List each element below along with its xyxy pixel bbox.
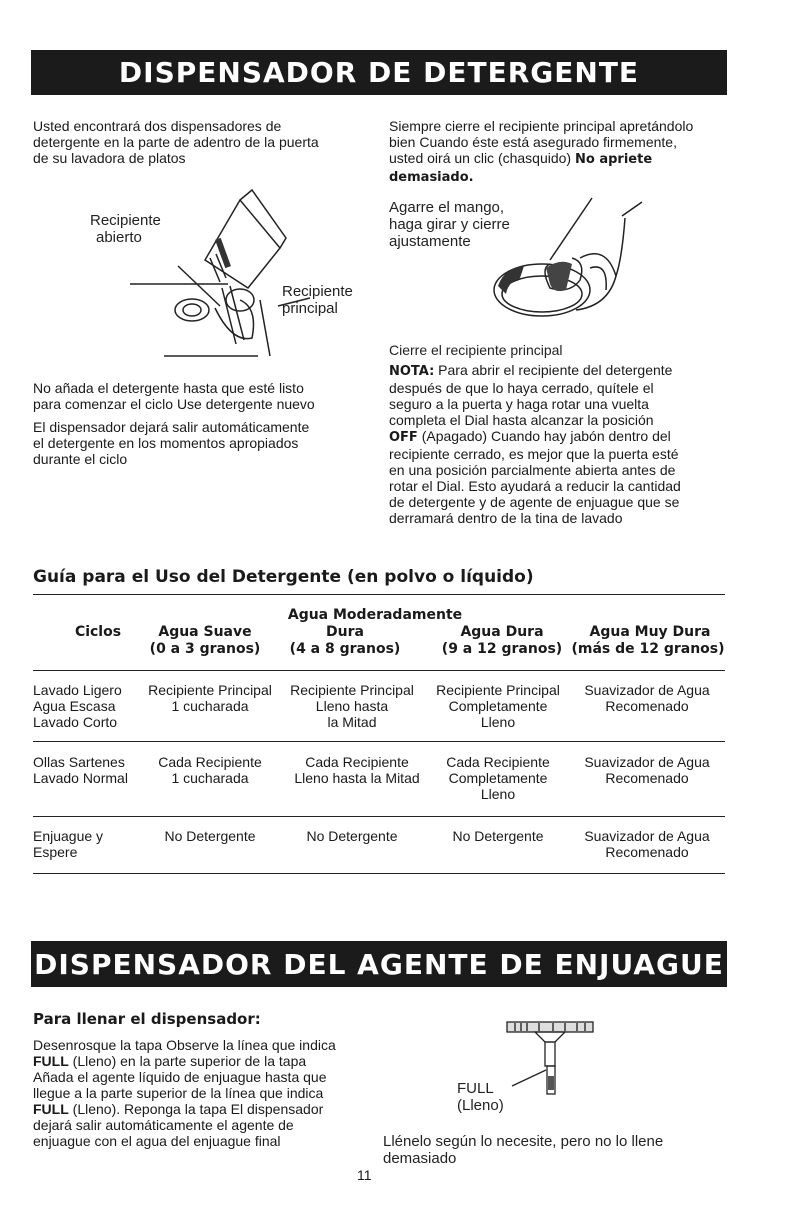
cell-line: la Mitad bbox=[327, 714, 377, 730]
cell-line: Recipiente Principal bbox=[148, 682, 272, 698]
cell-line: Suavizador de Agua bbox=[584, 828, 710, 844]
table-row-2-moderate bbox=[282, 754, 432, 786]
cell-line: Lavado Ligero bbox=[33, 682, 122, 698]
note-label: NOTA: bbox=[389, 364, 435, 379]
fig2-caption: Cierre el recipiente principal bbox=[389, 342, 563, 358]
note-line: derramará dentro de la tina de lavado bbox=[389, 510, 623, 526]
intro-line: detergente en la parte de adentro de la puerta bbox=[33, 134, 319, 150]
table-row-3-hard bbox=[428, 828, 568, 844]
header-moderate-top: Agua Moderadamente bbox=[287, 607, 463, 623]
table-row-2-very-hard bbox=[574, 754, 720, 786]
fig1-label-line: principal bbox=[282, 300, 338, 317]
header-soft-range: (0 a 3 granos) bbox=[149, 641, 261, 657]
note-line: en una posición parcialmente abierta antes de bbox=[389, 462, 676, 478]
rinse-caption bbox=[383, 1133, 663, 1167]
cell-line: Recomenado bbox=[605, 844, 689, 860]
table-row-1-very-hard bbox=[574, 682, 720, 714]
header-cycles: Ciclos bbox=[74, 624, 122, 640]
cell-line: Cada Recipiente bbox=[158, 754, 262, 770]
cell-line: Enjuague y bbox=[33, 828, 104, 844]
rinse-line: dejará salir automáticamente el agente de bbox=[33, 1117, 294, 1133]
close-line-text: usted oirá un clic (chasquido) bbox=[389, 150, 572, 166]
close-line: Siempre cierre el recipiente principal apretándolo bbox=[389, 118, 694, 134]
cell-line: Lleno bbox=[480, 786, 516, 802]
cell-line: Recipiente Principal bbox=[436, 682, 560, 698]
detergent-banner bbox=[31, 50, 727, 95]
cell-line: Recomenado bbox=[605, 770, 689, 786]
table-row-1-soft bbox=[140, 682, 280, 714]
cell-line: Lleno hasta la Mitad bbox=[294, 770, 420, 786]
rinse-line: enjuague con el agua del enjuague final bbox=[33, 1133, 281, 1149]
cell-line: Completamente bbox=[448, 770, 548, 786]
rinse-fig-label-line: FULL bbox=[457, 1080, 494, 1097]
fig1-label-line: abierto bbox=[96, 229, 142, 246]
rinse-caption-line: demasiado bbox=[383, 1150, 457, 1167]
table-row-3-moderate bbox=[282, 828, 422, 844]
cell-line: Lleno hasta bbox=[315, 698, 389, 714]
table-bottom-rule bbox=[33, 873, 725, 874]
fig2-label-line: Agarre el mango, bbox=[389, 199, 505, 216]
cell-line: Suavizador de Agua bbox=[584, 754, 710, 770]
note-text: (Apagado) Cuando hay jabón dentro del bbox=[417, 428, 671, 444]
cell-line: Agua Escasa bbox=[33, 698, 116, 714]
header-rule bbox=[33, 670, 725, 671]
rinse-line-text: (Lleno). Reponga la tapa El dispensador bbox=[68, 1101, 324, 1117]
table-row-3-very-hard bbox=[574, 828, 720, 860]
cell-line: No Detergente bbox=[452, 828, 544, 844]
table-row-3-soft bbox=[140, 828, 280, 844]
cell-line: Lleno bbox=[480, 714, 516, 730]
cell-line: No Detergente bbox=[306, 828, 398, 844]
guide-title: Guía para el Uso del Detergente (en polvo o líquido) bbox=[33, 567, 534, 587]
table-row-2-hard bbox=[428, 754, 568, 802]
left-para2-line: El dispensador dejará salir automáticamente bbox=[33, 419, 310, 435]
detergent-left-text bbox=[33, 380, 363, 467]
header-hard: Agua Dura bbox=[460, 624, 544, 640]
fig2-label-line: haga girar y cierre bbox=[389, 216, 510, 233]
cell-line: 1 cucharada bbox=[171, 698, 249, 714]
detergent-note bbox=[389, 362, 734, 526]
cell-line: Completamente bbox=[448, 698, 548, 714]
note-text: Para abrir el recipiente del detergente bbox=[434, 362, 673, 378]
detergent-banner-title: DISPENSADOR DE DETERGENTE bbox=[118, 56, 640, 89]
open-dispenser-illustration bbox=[140, 188, 310, 360]
header-moderate-range: (4 a 8 granos) bbox=[289, 641, 401, 657]
note-line: después de que lo haya cerrado, quítele el bbox=[389, 380, 654, 396]
rinse-instructions bbox=[33, 1037, 378, 1149]
left-para1-line: para comenzar el ciclo Use detergente nuevo bbox=[33, 396, 315, 412]
rinse-banner bbox=[31, 941, 727, 987]
header-hard-range: (9 a 12 granos) bbox=[441, 641, 563, 657]
rinse-subtitle: Para llenar el dispensador: bbox=[33, 1010, 261, 1028]
detergent-intro bbox=[33, 118, 353, 166]
note-line: completa el Dial hasta alcanzar la posición bbox=[389, 412, 654, 428]
fig1-label-line: Recipiente bbox=[90, 212, 161, 229]
left-para1-line: No añada el detergente hasta que esté listo bbox=[33, 380, 304, 396]
close-line bbox=[389, 168, 739, 186]
cell-line: Cada Recipiente bbox=[305, 754, 409, 770]
note-line: de detergente y de agente de enjuague que se bbox=[389, 494, 680, 510]
page-number: 11 bbox=[357, 1167, 372, 1183]
rinse-line bbox=[33, 1101, 378, 1117]
table-row-3-cycle bbox=[33, 828, 103, 860]
guide-title-rule bbox=[33, 594, 725, 595]
full-line-pointer bbox=[510, 1066, 550, 1088]
table-row-1-cycle bbox=[33, 682, 122, 730]
table-row-2-soft bbox=[140, 754, 280, 786]
intro-line: de su lavadora de platos bbox=[33, 150, 186, 166]
fig2-label-line: ajustamente bbox=[389, 233, 471, 250]
note-off: OFF bbox=[389, 430, 418, 445]
close-dispenser-illustration bbox=[480, 198, 660, 328]
note-line: seguro a la puerta y haga rotar una vuelta bbox=[389, 396, 649, 412]
close-warning: demasiado. bbox=[389, 170, 474, 185]
rinse-line: Desenrosque la tapa Observe la línea que indica bbox=[33, 1037, 336, 1053]
cell-line: Espere bbox=[33, 844, 78, 860]
header-soft: Agua Suave bbox=[158, 624, 252, 640]
rinse-full-word: FULL bbox=[33, 1053, 69, 1069]
rinse-fig-label bbox=[457, 1080, 504, 1114]
rinse-line: Añada el agente líquido de enjuague hasta que bbox=[33, 1069, 327, 1085]
rinse-line-text: (Lleno) en la parte superior de la tapa bbox=[68, 1053, 307, 1069]
header-moderate: Dura bbox=[326, 624, 364, 640]
rinse-fig-label-line: (Lleno) bbox=[457, 1097, 504, 1114]
note-line bbox=[389, 428, 734, 446]
row-rule bbox=[33, 816, 725, 817]
cell-line: Recomenado bbox=[605, 698, 689, 714]
note-line bbox=[389, 362, 734, 380]
intro-line: Usted encontrará dos dispensadores de bbox=[33, 118, 282, 134]
table-row-1-hard bbox=[428, 682, 568, 730]
note-line: rotar el Dial. Esto ayudará a reducir la cantidad bbox=[389, 478, 681, 494]
table-row-1-moderate bbox=[282, 682, 422, 730]
cell-line: Lavado Normal bbox=[33, 770, 128, 786]
detergent-right-text bbox=[389, 118, 739, 186]
close-warning: No apriete bbox=[575, 152, 653, 167]
cell-line: 1 cucharada bbox=[171, 770, 249, 786]
table-row-2-cycle bbox=[33, 754, 128, 786]
rinse-line: llegue a la parte superior de la línea que indica bbox=[33, 1085, 324, 1101]
row-rule bbox=[33, 741, 725, 742]
rinse-banner-title: DISPENSADOR DEL AGENTE DE ENJUAGUE bbox=[34, 947, 724, 981]
rinse-cap-illustration bbox=[505, 1020, 595, 1100]
close-line bbox=[389, 150, 739, 168]
rinse-full-word: FULL bbox=[33, 1101, 69, 1117]
cell-line: Suavizador de Agua bbox=[584, 682, 710, 698]
rinse-caption-line: Llénelo según lo necesite, pero no lo llene bbox=[383, 1133, 664, 1150]
fig1-label-line: Recipiente bbox=[282, 283, 353, 300]
left-para2-line: el detergente en los momentos apropiados bbox=[33, 435, 299, 451]
left-para2-line: durante el ciclo bbox=[33, 451, 128, 467]
cell-line: Cada Recipiente bbox=[446, 754, 550, 770]
cell-line: Lavado Corto bbox=[33, 714, 118, 730]
rinse-line bbox=[33, 1053, 378, 1069]
note-line: recipiente cerrado, es mejor que la puerta esté bbox=[389, 446, 679, 462]
close-line: bien Cuando éste está asegurado firmemente, bbox=[389, 134, 677, 150]
header-very-hard: Agua Muy Dura bbox=[589, 624, 711, 640]
cell-line: No Detergente bbox=[164, 828, 256, 844]
cell-line: Ollas Sartenes bbox=[33, 754, 125, 770]
cell-line: Recipiente Principal bbox=[290, 682, 414, 698]
header-very-hard-range: (más de 12 granos) bbox=[571, 641, 725, 657]
